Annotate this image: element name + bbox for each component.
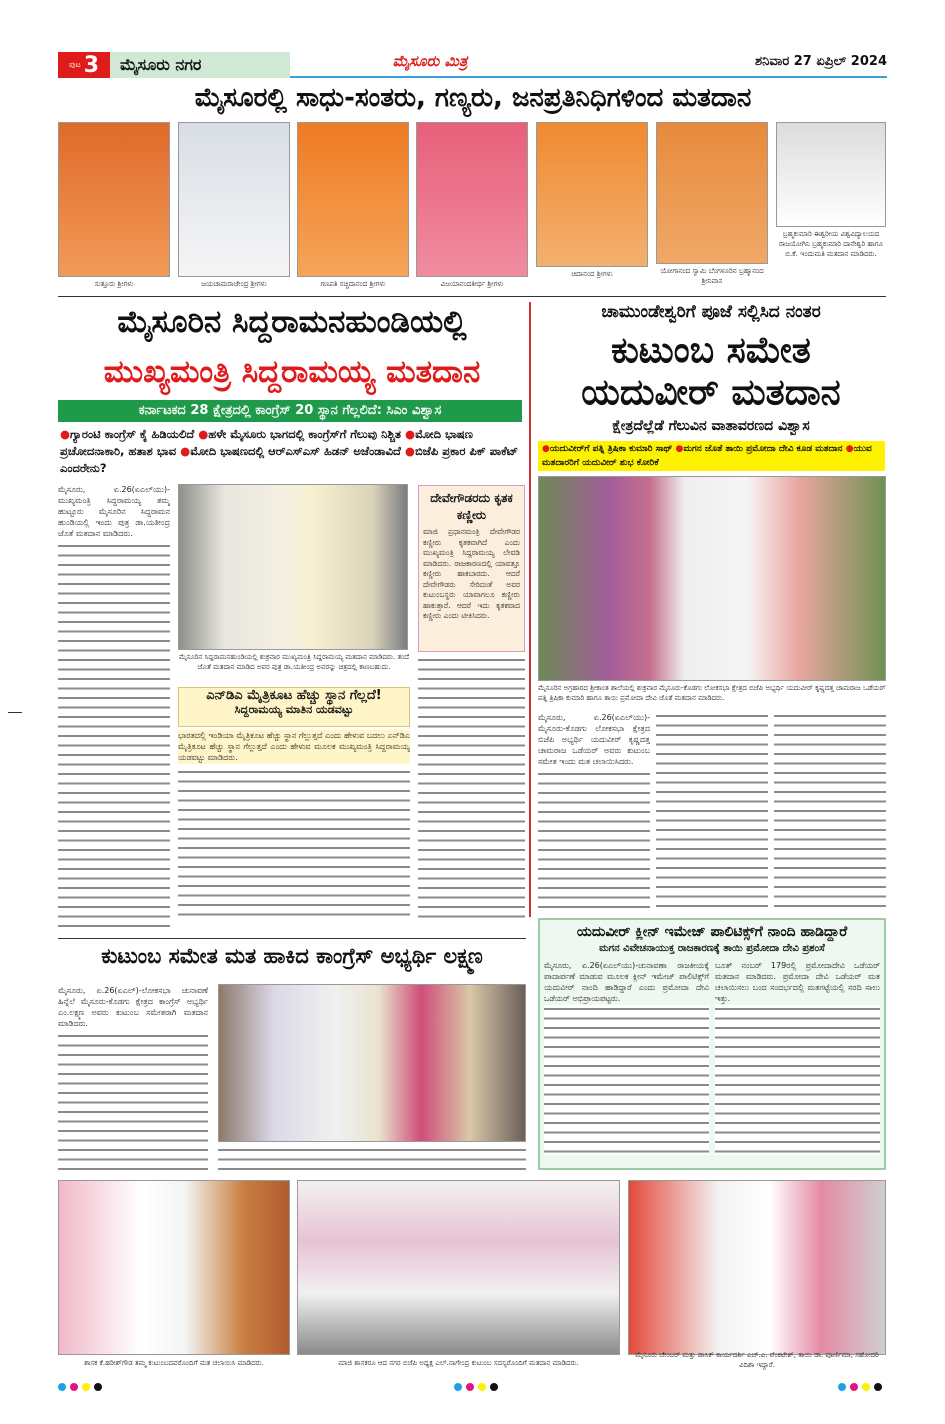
cm-headline-1: ಮೈಸೂರಿನ ಸಿದ್ದರಾಮನಹುಂಡಿಯಲ್ಲಿ [117,304,467,340]
sidebar-title: ದೇವೇಗೌಡರದು ಕೃತಕ ಕಣ್ಣೀರು [430,491,513,522]
masthead-logo: ಮೈಸೂರು ಮಿತ್ರ [392,52,468,70]
nda-body: ಭಾರತದಲ್ಲಿ ಇಂಡಿಯಾ ಮೈತ್ರಿಕೂಟ ಹೆಚ್ಚು ಸ್ಥಾನ ಗೆಲ್ಲುತ್ತದೆ ಎಂದು ಹೇಳುವ ಬದಲು ಎನ್‌ಡಿಎ ಮೈತ್ರಿಕೂಟ ಹೆಚ್ಚು ಸ್ಥಾನ ಗೆಲ್ಲುತ್ತದೆ ಎಂದು ಹೇಳುವ ಮೂಲಕ ಮುಖ್ಯಮಂತ್ರಿ ಸಿದ್ದರಾಮಯ್ಯ ಯಡವಟ್ಟು ಮಾಡಿದರು. [178,731,410,762]
bullet: ಯುವ ಮತದಾರರಿಗೆ ಯದುವೀರ್ ಶುಭ ಕೋರಿಕೆ [542,444,872,468]
registration-marks-center [454,1376,502,1395]
seer-photo-caption: ವಿಜಯಾನಂದತೀರ್ಥ ಶ್ರೀಗಳು [440,280,504,288]
cm-body-text: ಮೈಸೂರು, ಏ.26(ಏಎಲ್‌ಯು)- ಮುಖ್ಯಮಂತ್ರಿ ಸಿದ್ದರಾಮಯ್ಯ ತಮ್ಮ ಹುಟ್ಟೂರು ಮೈಸೂರಿನ ಸಿದ್ದರಾಮನ ಹುಂಡಿಯಲ್ಲಿ ಇಂದು ಪುತ್ರ ಡಾ.ಯತೀಂದ್ರ ಜೊತೆ ಮತದಾನ ಮಾಡಿದರು. [58,485,170,538]
page-prefix: ಪುಟ [68,60,81,69]
seer-photo-caption: ಚಿದಾನಂದ ಶ್ರೀಗಳು [571,270,613,278]
seer-photo [416,122,528,277]
seer-photo [297,122,409,277]
bottom-caption: ಮೈಸೂರು ಚೇಂಬರ್ ಮತ್ತು ಡಾಸಿಕ್ ಕಾರ್ಯದರ್ಶಿ ಎಚ್.ಎ. ವೆಂಕಟೇಶ್, ತಾಯಿ ಡಾ. ಪೂರ್ಣಿಮಾ, ಸಹೋದರಿ ವಿದಿಶಾ ಇದ್ದಾರೆ. [635,1351,879,1369]
yaduveer-photo-caption: ಮೈಸೂರಿನ ಅಗ್ರಹಾರದ ಶ್ರೀಕಾಂತ ಶಾಲೆಯಲ್ಲಿ ಶುಕ್ರವಾರ ಮೈಸೂರು-ಕೊಡಗು ಲೋಕಸಭಾ ಕ್ಷೇತ್ರದ ಬಿಜೆಪಿ ಅಭ್ಯರ್ಥಿ ಯದುವೀರ್ ಕೃಷ್ಣದತ್ತ ಚಾಮರಾಜ ಒಡೆಯರ್ ಪತ್ನಿ ತ್ರಿಷಿಕಾ ಕುಮಾರಿ ಹಾಗೂ ತಾಯಿ ಪ್ರಮೋದಾ ದೇವಿ ಜೊತೆ ಮತದಾನ ಮಾಡಿದರು. [538,684,886,702]
section-label: ಮೈಸೂರು ನಗರ [110,52,290,78]
header-rule [290,76,887,78]
margin-mark [8,712,22,713]
issue-date: ಶನಿವಾರ 27 ಏಪ್ರಿಲ್ 2024 [755,54,887,69]
registration-marks-left [58,1376,106,1395]
cm-strap: ಕರ್ನಾಟಕದ 28 ಕ್ಷೇತ್ರದಲ್ಲಿ ಕಾಂಗ್ರೆಸ್ 20 ಸ್ಥಾನ ಗೆಲ್ಲಲಿದೆ: ಸಿಎಂ ವಿಶ್ವಾಸ [58,400,522,422]
banner-headline: ಮೈಸೂರಲ್ಲಿ ಸಾಧು-ಸಂತರು, ಗಣ್ಯರು, ಜನಪ್ರತಿನಿಧಿಗಳಿಂದ ಮತದಾನ [194,83,752,113]
seer-photo [178,122,290,277]
yaduveer-family-photo [538,476,886,681]
nda-body-columns [178,768,410,918]
yaduveer-bullets: ●ಯದುವೀರ್‌ಗೆ ಪತ್ನಿ ತ್ರಿಷಿಕಾ ಕುಮಾರಿ ಸಾಥ್ ●ಮಗನ ಜೊತೆ ತಾಯಿ ಪ್ರಮೋದಾ ದೇವಿ ಕೂಡ ಮತದಾನ ●ಯುವ ಮತದಾರರಿಗೆ ಯದುವೀರ್ ಶುಭ ಕೋರಿಕೆ [538,441,885,471]
bullet: ಹಳೇ ಮೈಸೂರು ಭಾಗದಲ್ಲಿ ಕಾಂಗ್ರೆಸ್‌ಗೆ ಗೆಲುವು ನಿಶ್ಚಿತ [208,427,402,441]
clean-image-box [538,918,886,1170]
yaduveer-body-text: ಮೈಸೂರು, ಏ.26(ಏಎಲ್‌ಯು)- ಮೈಸೂರು-ಕೊಡಗು ಲೋಕಸಭಾ ಕ್ಷೇತ್ರದ ಬಿಜೆಪಿ ಅಭ್ಯರ್ಥಿ ಯದುವೀರ್ ಕೃಷ್ಣದತ್ತ ಚಾಮರಾಜ ಒಡೆಯರ್ ಅವರು ಕುಟುಂಬ ಸಮೇತ ಇಂದು ಮತ ಚಲಾಯಿಸಿದರು. [538,713,650,766]
clean-image-body-lines [544,1005,709,1155]
cm-headline-2: ಮುಖ್ಯಮಂತ್ರಿ ಸಿದ್ದರಾಮಯ್ಯ ಮತದಾನ [103,354,481,390]
bullet: ಯದುವೀರ್‌ಗೆ ಪತ್ನಿ ತ್ರಿಷಿಕಾ ಕುಮಾರಿ ಸಾಥ್ [549,444,673,454]
clean-image-title: ಯದುವೀರ್ ಕ್ಲೀನ್ ಇಮೇಜ್ ಪಾಲಿಟಿಕ್ಸ್‌ಗೆ ನಾಂದಿ ಹಾಡಿದ್ದಾರೆ [576,924,848,940]
seer-photo [656,122,768,264]
devegowda-sidebar [418,485,525,652]
cm-voting-photo [178,484,408,650]
cm-bottom-rule [58,938,526,939]
page-number-badge [58,52,110,78]
cm-body-columns [58,542,170,930]
yaduveer-body-columns [538,770,650,910]
nda-title: ಎನ್‌ಡಿಎ ಮೈತ್ರಿಕೂಟ ಹೆಚ್ಚು ಸ್ಥಾನ ಗೆಲ್ಲದೆ! [206,688,382,703]
yaduveer-headline-2: ಯದುವೀರ್ ಮತದಾನ [581,372,841,413]
seer-photo [536,122,648,267]
nda-box [178,687,410,727]
clean-image-body-2: ಬೂತ್ ನಂಬರ್ 179ರಲ್ಲಿ ಪ್ರಮೋದಾದೇವಿ ಒಡೆಯರ್ ಮತದಾನ ಮಾಡಿದರು. ಪ್ರಮೋದಾ ದೇವಿ ಒಡೆಯರ್ ಮತ ಚಲಾಯಿಸಲು ಬಂದ ಸಂದರ್ಭದಲ್ಲಿ ಮತಗಟ್ಟೆಯಲ್ಲಿ ಸರದಿ ಸಾಲು ಇತ್ತು. [715,961,880,1003]
seer-photo-caption: ಬ್ರಹ್ಮಕುಮಾರಿ ಈಶ್ವರೀಯ ವಿಶ್ವವಿದ್ಯಾಲಯದ ರಾಜಯೋಗಿನಿ ಬ್ರಹ್ಮಕುಮಾರಿ ದಾನೇಶ್ವರಿ ಹಾಗೂ ಬಿ.ಕೆ. ಇಂದುಮತಿ ಮತದಾನ ಮಾಡಿದರು. [779,230,883,258]
section-divider [58,296,886,297]
venkatesh-family-photo [628,1180,886,1355]
seer-photo-caption: ಗಣಪತಿ ಸಚ್ಚಿದಾನಂದ ಶ್ರೀಗಳು [320,280,386,288]
seer-photo-caption: ಯೋಗಾನಂದ ಸ್ವಾಮಿ ಬೆಂಗಳೂರಿನ ಬ್ರಹ್ಮಾನಂದ ಶ್ರೀನಿವಾಸ [660,267,764,285]
seer-photo-caption: ಜಯಚಾಮರಾಜೇಂದ್ರ ಶ್ರೀಗಳು [201,280,267,288]
harishgowda-family-photo [58,1180,290,1355]
lakshman-body-columns [58,1032,208,1172]
cm-column-rule [529,302,531,917]
clean-image-body-lines [715,1005,880,1155]
sidebar-body: ಮಾಜಿ ಪ್ರಧಾನಮಂತ್ರಿ ದೇವೇಗೌಡರ ಕಣ್ಣೀರು ಕೃತಕವಾಗಿದೆ ಎಂದು ಮುಖ್ಯಮಂತ್ರಿ ಸಿದ್ದರಾಮಯ್ಯ ಲೇವಡಿ ಮಾಡಿದರು. ರಾಜಕಾರಣದಲ್ಲಿ ಯಾವತ್ತೂ ಕಣ್ಣೀರು ಹಾಕಬಾರದು. ಆದರೆ ದೇವೇಗೌಡರು ಸೇರಿದಂತೆ ಅವರ ಕುಟುಂಬಸ್ಥರು ಯಾವಾಗಲೂ ಕಣ್ಣೀರು ಹಾಕುತ್ತಾರೆ. ಆದರೆ ಇದು ಕೃತಕವಾದ ಕಣ್ಣೀರು ಎಂದು ಟೀಕಿಸಿದರು. [423,527,520,620]
lakshman-body-columns [218,1146,526,1172]
cm-body-columns [418,656,525,921]
bullet: ಮೋದಿ ಭಾಷಣ ಪ್ರಚೋದನಾಕಾರಿ, ಹತಾಶ ಭಾವ [60,427,473,458]
bullet: ಮೋದಿ ಭಾಷಣದಲ್ಲಿ ಆರ್‌ಎಸ್‌ಎಸ್ ಹಿಡನ್ ಅಜೆಂಡಾವಿದೆ [190,444,401,458]
yaduveer-headline-1: ಕುಟುಂಬ ಸಮೇತ [611,330,811,371]
bottom-caption: ಮಾಜಿ ಶಾಸಕರೂ ಆದ ನಗರ ಬಿಜೆಪಿ ಅಧ್ಯಕ್ಷ ಎಲ್.ನಾಗೇಂದ್ರ ಕುಟುಂಬ ಸದಸ್ಯರೊಂದಿಗೆ ಮತದಾನ ಮಾಡಿದರು. [338,1359,579,1367]
nagendra-family-photo [297,1180,620,1355]
lakshman-headline: ಕುಟುಂಬ ಸಮೇತ ಮತ ಹಾಕಿದ ಕಾಂಗ್ರೆಸ್ ಅಭ್ಯರ್ಥಿ ಲಕ್ಷ್ಮಣ [101,944,483,968]
page-number: 3 [83,52,100,78]
yaduveer-subhead: ಕ್ಷೇತ್ರದೆಲ್ಲೆಡೆ ಗೆಲುವಿನ ವಾತಾವರಣದ ವಿಶ್ವಾಸ [612,418,810,434]
bullet: ಮಗನ ಜೊತೆ ತಾಯಿ ಪ್ರಮೋದಾ ದೇವಿ ಕೂಡ ಮತದಾನ [683,444,843,454]
seer-photo [776,122,886,227]
clean-image-body: ಮೈಸೂರು, ಏ.26(ಏಎಲ್‌ಯು)-ಚುನಾವಣಾ ರಾಜಕೀಯಕ್ಕೆ ಪಾದಾರ್ಪಣೆ ಮಾಡುವ ಮೂಲಕ ಕ್ಲೀನ್ ಇಮೇಜ್ ಪಾಲಿಟಿಕ್ಸ್‌ಗೆ ಯದುವೀರ್ ನಾಂದಿ ಹಾಡಿದ್ದಾರೆ ಎಂದು ಪ್ರಮೋದಾ ದೇವಿ ಒಡೆಯರ್ ಅಭಿಪ್ರಾಯಪಟ್ಟರು. [544,961,709,1003]
yaduveer-kicker: ಚಾಮುಂಡೇಶ್ವರಿಗೆ ಪೂಜೆ ಸಲ್ಲಿಸಿದ ನಂತರ [601,302,821,322]
seer-photo-caption: ಸುತ್ತೂರು ಶ್ರೀಗಳು [94,280,134,288]
cm-photo-caption: ಮೈಸೂರಿನ ಸಿದ್ದರಾಮನಹುಂಡಿಯಲ್ಲಿ ಶುಕ್ರವಾರ ಮುಖ್ಯಮಂತ್ರಿ ಸಿದ್ದರಾಮಯ್ಯ ಮತದಾನ ಮಾಡಿದರು. ತಂದೆ ಜೊತೆ ಮತದಾನ ಮಾಡಿದ ಅವರ ಪುತ್ರ ಡಾ.ಯತೀಂದ್ರ ಅವರನ್ನು ಚಿತ್ರದಲ್ಲಿ ಕಾಣಬಹುದು. [178,653,410,671]
bullet: ಬಿಜೆಪಿ ಪ್ರಕಾರ ಪಿಕ್ ಪಾಕೆಟ್ ಎಂದರೇನು? [60,444,519,475]
clean-image-subtitle: ಮಗನ ವಿವೇಚನಾಯುಕ್ತ ರಾಜಕಾರಣಕ್ಕೆ ತಾಯಿ ಪ್ರಮೋದಾ ದೇವಿ ಪ್ರಶಂಸೆ [599,943,825,954]
cm-bullets: ●ಗ್ಯಾರಂಟಿ ಕಾಂಗ್ರೆಸ್ ಕೈ ಹಿಡಿಯಲಿದೆ ●ಹಳೇ ಮೈಸೂರು ಭಾಗದಲ್ಲಿ ಕಾಂಗ್ರೆಸ್‌ಗೆ ಗೆಲುವು ನಿಶ್ಚಿತ ●ಮೋದಿ ಭಾಷಣ ಪ್ರಚೋದನಾಕಾರಿ, ಹತಾಶ ಭಾವ ●ಮೋದಿ ಭಾಷಣದಲ್ಲಿ ಆರ್‌ಎಸ್‌ಎಸ್ ಹಿಡನ್ ಅಜೆಂಡಾವಿದೆ ●ಬಿಜೆಪಿ ಪ್ರಕಾರ ಪಿಕ್ ಪಾಕೆಟ್ ಎಂದರೇನು? [60,427,519,475]
yaduveer-body-columns [774,712,886,910]
lakshman-family-photo [218,984,526,1142]
nda-subtitle: ಸಿದ್ದರಾಮಯ್ಯ ಮಾತಿನ ಯಡವಟ್ಟು [234,703,354,716]
seer-photo [58,122,170,277]
bottom-caption: ಶಾಸಕ ಕೆ.ಹರೀಶ್‌ಗೌಡ ತಮ್ಮ ಕುಟುಂಬದವರೊಂದಿಗೆ ಮತ ಚಲಾಯಿಸಿ ಮಾಡಿದರು. [84,1359,264,1367]
bullet: ಗ್ಯಾರಂಟಿ ಕಾಂಗ್ರೆಸ್ ಕೈ ಹಿಡಿಯಲಿದೆ [70,427,195,441]
yaduveer-body-columns [656,712,768,910]
registration-marks-right [838,1376,886,1395]
lakshman-body-text: ಮೈಸೂರು, ಏ.26(ಏಎಲ್)-ಲೋಕಸಭಾ ಚುನಾವಣೆ ಹಿನ್ನೆಲೆ ಮೈಸೂರು-ಕೊಡಗು ಕ್ಷೇತ್ರದ ಕಾಂಗ್ರೆಸ್ ಅಭ್ಯರ್ಥಿ ಎಂ.ಲಕ್ಷ್ಮಣ ಅವರು ಕುಟುಂಬ ಸಮೇತರಾಗಿ ಮತದಾನ ಮಾಡಿದರು. [58,986,208,1028]
